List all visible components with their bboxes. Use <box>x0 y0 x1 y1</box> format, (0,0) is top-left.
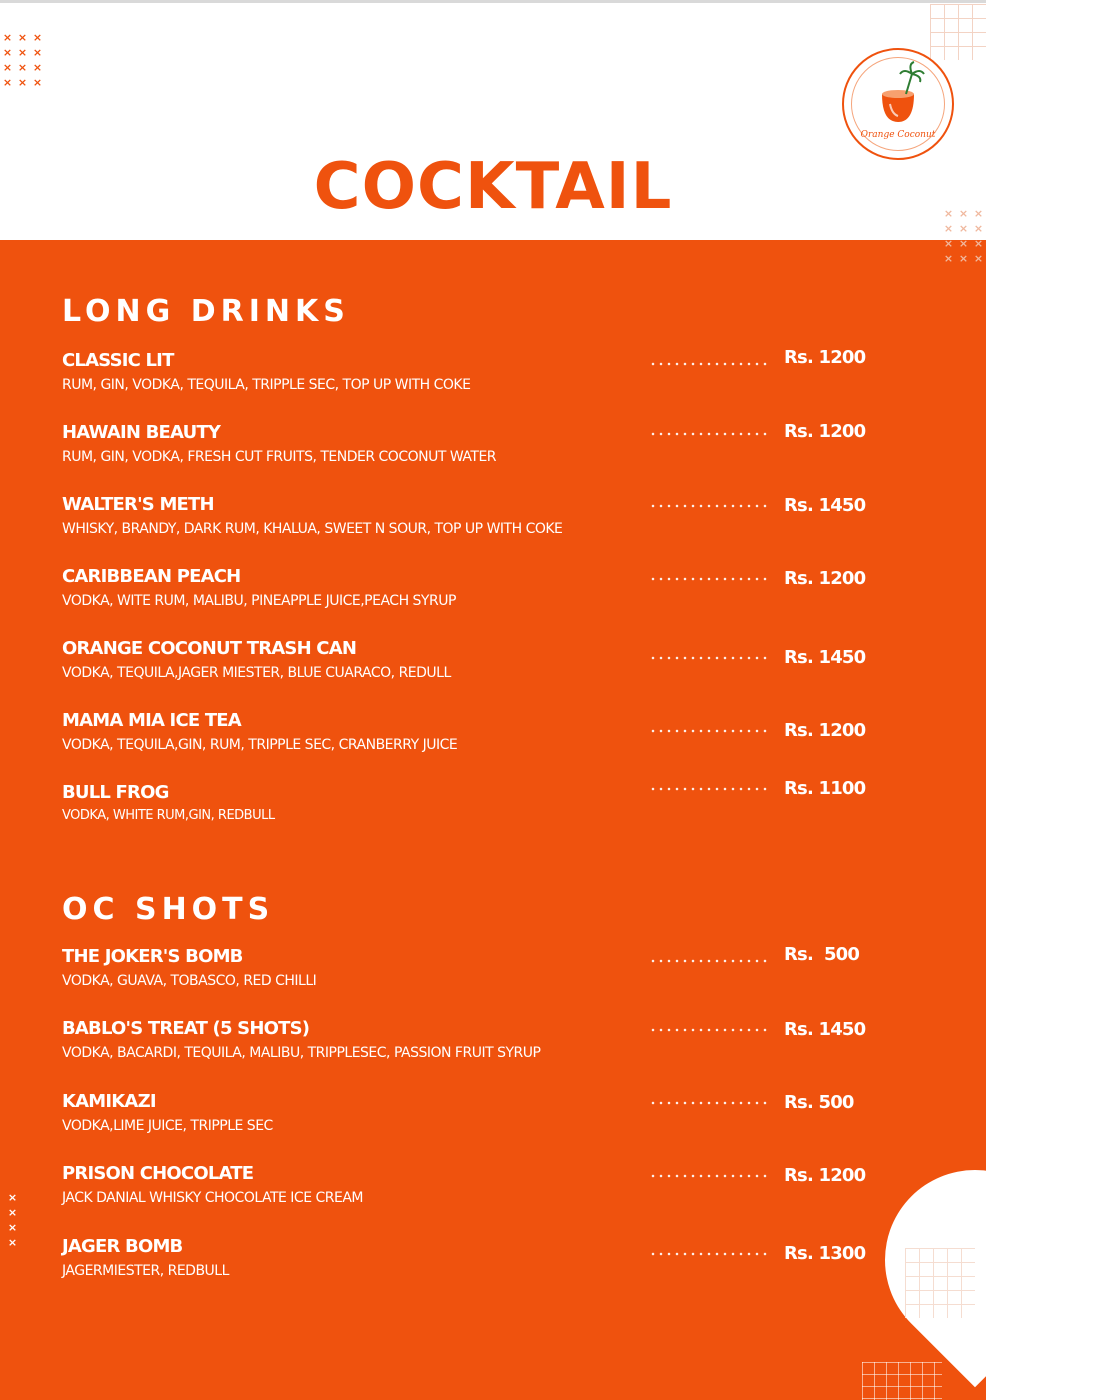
decorative-grid <box>905 1248 975 1318</box>
item-description: VODKA, WITE RUM, MALIBU, PINEAPPLE JUICE,PEACH SYRUP <box>62 593 456 609</box>
menu-item <box>62 778 866 836</box>
menu-item <box>62 1236 866 1290</box>
item-description: RUM, GIN, VODKA, TEQUILA, TRIPPLE SEC, TOP UP WITH COKE <box>62 377 471 393</box>
menu-item <box>62 494 866 548</box>
item-description: VODKA, WHITE RUM,GIN, REDBULL <box>62 808 275 823</box>
dotted-leader <box>649 1174 767 1178</box>
item-price: Rs. 1100 <box>784 778 866 799</box>
item-price: Rs. 1450 <box>784 495 866 516</box>
dotted-leader <box>649 1252 767 1256</box>
dotted-leader <box>649 577 767 581</box>
menu-item <box>62 1018 866 1072</box>
item-price: Rs. 500 <box>784 1092 854 1113</box>
dotted-leader <box>649 729 767 733</box>
dotted-leader <box>649 504 767 508</box>
coconut-drink-icon <box>868 64 928 128</box>
brand-logo <box>842 48 954 160</box>
item-name: HAWAIN BEAUTY <box>62 422 221 443</box>
section-title-oc-shots: OC SHOTS <box>62 892 275 927</box>
menu-item <box>62 638 866 692</box>
dotted-leader <box>649 656 767 660</box>
dotted-leader <box>649 1028 767 1032</box>
menu-item <box>62 566 866 620</box>
item-name: CARIBBEAN PEACH <box>62 566 241 587</box>
menu-item <box>62 710 866 764</box>
item-description: VODKA, BACARDI, TEQUILA, MALIBU, TRIPPLESEC, PASSION FRUIT SYRUP <box>62 1045 541 1061</box>
dotted-leader <box>649 1101 767 1105</box>
menu-item <box>62 1091 862 1145</box>
dotted-leader <box>649 362 767 366</box>
decorative-x-pattern: × × × × × × × × × × × × <box>943 207 984 265</box>
item-description: VODKA,LIME JUICE, TRIPPLE SEC <box>62 1118 273 1134</box>
item-description: JACK DANIAL WHISKY CHOCOLATE ICE CREAM <box>62 1190 364 1206</box>
item-price: Rs. 1450 <box>784 1019 866 1040</box>
item-description: VODKA, TEQUILA,GIN, RUM, TRIPPLE SEC, CRANBERRY JUICE <box>62 737 458 753</box>
item-description: JAGERMIESTER, REDBULL <box>62 1263 229 1279</box>
item-name: JAGER BOMB <box>62 1236 183 1257</box>
item-price: Rs. 1200 <box>784 720 866 741</box>
dotted-leader <box>649 959 767 963</box>
item-description: RUM, GIN, VODKA, FRESH CUT FRUITS, TENDER COCONUT WATER <box>62 449 497 465</box>
item-price: Rs. 500 <box>784 944 860 965</box>
item-name: THE JOKER'S BOMB <box>62 946 243 967</box>
decorative-grid <box>862 1362 942 1400</box>
item-name: BULL FROG <box>62 782 169 803</box>
decorative-x-pattern: × × × × × × × × × × × × <box>2 31 43 89</box>
item-price: Rs. 1200 <box>784 421 866 442</box>
decorative-x-pattern: × × × × <box>7 1191 18 1249</box>
item-name: KAMIKAZI <box>62 1091 156 1112</box>
page-title: COCKTAIL <box>313 150 673 224</box>
decorative-grid <box>930 4 986 60</box>
item-price: Rs. 1200 <box>784 568 866 589</box>
item-price: Rs. 1450 <box>784 647 866 668</box>
item-name: MAMA MIA ICE TEA <box>62 710 241 731</box>
dotted-leader <box>649 787 767 791</box>
item-description: VODKA, TEQUILA,JAGER MIESTER, BLUE CUARACO, REDULL <box>62 665 451 681</box>
item-description: WHISKY, BRANDY, DARK RUM, KHALUA, SWEET N SOUR, TOP UP WITH COKE <box>62 521 563 537</box>
item-name: ORANGE COCONUT TRASH CAN <box>62 638 357 659</box>
dotted-leader <box>649 432 767 436</box>
item-price: Rs. 1200 <box>784 1165 866 1186</box>
item-name: WALTER'S METH <box>62 494 214 515</box>
item-price: Rs. 1300 <box>784 1243 866 1264</box>
menu-item <box>62 421 866 476</box>
item-name: BABLO'S TREAT (5 SHOTS) <box>62 1018 310 1039</box>
menu-item <box>62 946 862 1000</box>
item-description: VODKA, GUAVA, TOBASCO, RED CHILLI <box>62 973 317 989</box>
menu-item <box>62 347 866 404</box>
menu-item <box>62 1163 866 1217</box>
item-name: PRISON CHOCOLATE <box>62 1163 254 1184</box>
logo-brand-text: Orange Coconut <box>860 130 936 140</box>
item-name: CLASSIC LIT <box>62 350 174 371</box>
menu-panel <box>0 207 986 1400</box>
item-price: Rs. 1200 <box>784 347 866 368</box>
section-title-long-drinks: LONG DRINKS <box>62 294 350 329</box>
